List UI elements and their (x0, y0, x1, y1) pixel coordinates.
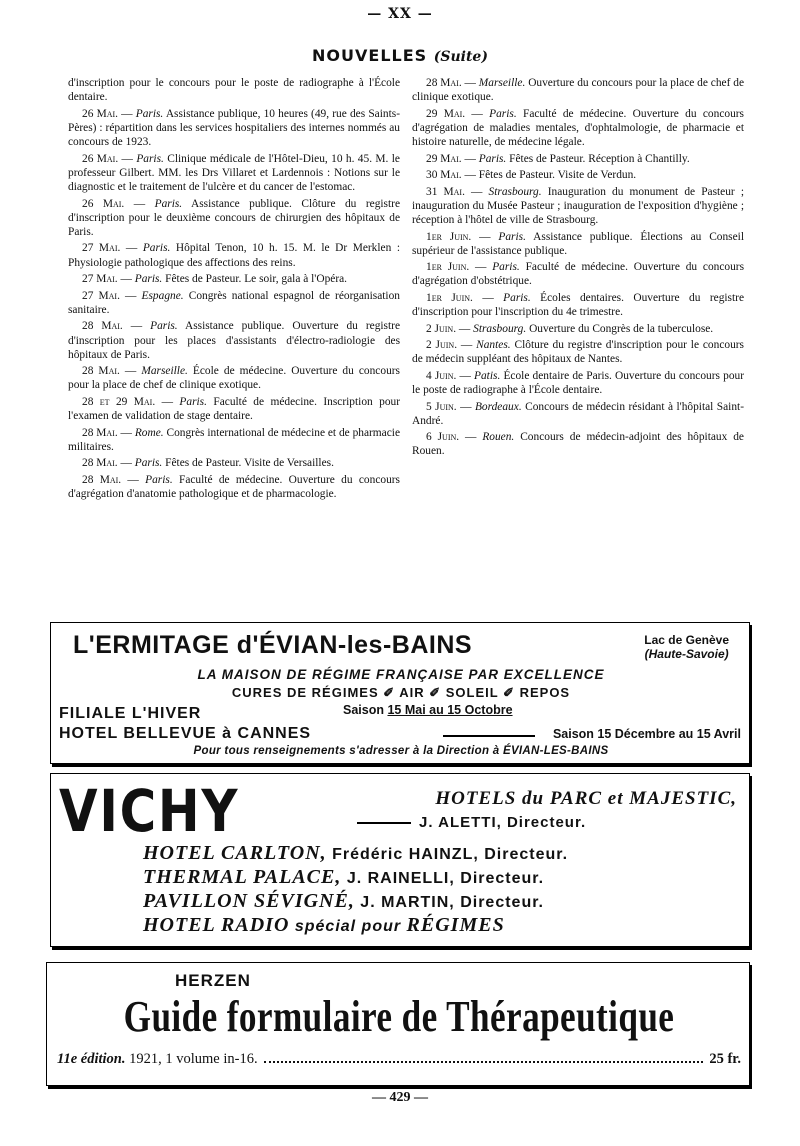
roman-page-number: — XX — (367, 6, 433, 22)
news-item: 28 Mai. — Marseille. École de médecine. Ouverture du concours pour la place de chef de clinique exotique. (68, 365, 400, 392)
news-item: 27 Mai. — Paris. Fêtes de Pasteur. Le soir, gala à l'Opéra. (82, 273, 348, 286)
news-place: Paris. (492, 261, 520, 274)
news-date: 27 Mai. (82, 242, 121, 255)
vichy-pavillon-sevigne (143, 890, 544, 913)
herzen-author: HERZEN (175, 971, 251, 990)
news-date: 27 Mai. (82, 273, 118, 286)
news-text: Faculté de médecine. Ouverture du concours d'agrégation d'anatomie pathologique et de pharmacologie. (68, 473, 400, 501)
news-date: 5 Juin. (426, 400, 457, 413)
vichy-radio-name: HOTEL RADIO (143, 914, 290, 936)
news-item: 30 Mai. — Fêtes de Pasteur. Visite de Verdun. (426, 169, 637, 182)
vichy-hotel-radio (143, 914, 505, 937)
herzen-details: 1921, 1 volume in-16. (129, 1051, 258, 1067)
news-text: Concours de médecin-adjoint des hôpitaux de Rouen. (412, 431, 744, 458)
vichy-wordmark: VICHY (59, 777, 240, 845)
news-text: Assistance publique. Clôture du registre d'inscription pour le deuxième concours de chirurgien des hôpitaux de Paris. (68, 197, 400, 238)
news-text: École dentaire de Paris. Ouverture du concours pour le poste de radiographe à l'École dentaire. (412, 369, 744, 397)
news-text: Clôture du registre d'inscription pour le concours de médecin suppléant des hôpitaux de Nantes. (412, 339, 744, 366)
news-place: Paris. (503, 291, 531, 304)
news-text: Congrès international de médecine et de pharmacie militaires. (68, 426, 400, 453)
news-place: Espagne. (141, 289, 184, 302)
vichy-hotel-name: HOTEL CARLTON, (143, 842, 327, 864)
vichy-aletti (357, 814, 586, 831)
news-item: 29 Mai. — Paris. Fêtes de Pasteur. Réception à Chantilly. (426, 152, 690, 165)
herzen-title: Guide formulaire de Thérapeutique (123, 992, 675, 1041)
evian-filiale: FILIALE L'HIVER (59, 705, 202, 722)
page-number: — 429 — (372, 1090, 428, 1105)
news-columns (68, 76, 744, 614)
news-date: 28 Mai. (82, 365, 120, 378)
news-item: 27 Mai. — Espagne. Congrès national espagnol de réorganisation sanitaire. (68, 289, 400, 316)
herzen-leader-dots (264, 1053, 704, 1063)
news-item: 2 Juin. — Nantes. Clôture du registre d'inscription pour le concours de médecin suppléant des hôpitaux de Nantes. (412, 339, 744, 366)
evian-slogan: LA MAISON DE RÉGIME FRANÇAISE PAR EXCELLENCE (197, 667, 605, 682)
news-date: 2 Juin. (426, 322, 457, 335)
news-date: 1er Juin. (426, 291, 473, 304)
news-item: 1er Juin. — Paris. Écoles dentaires. Ouverture du registre d'inscription pour l'inscription du 4e trimestre. (412, 291, 744, 319)
news-text: Faculté de médecine. Inscription pour l'examen de validation de stage dentaire. (68, 395, 401, 423)
vichy-dash (357, 822, 411, 824)
news-text: Ouverture du Congrès de la tuberculose. (529, 322, 714, 335)
section-title-text: NOUVELLES (312, 46, 428, 65)
news-date: 2 Juin. (426, 339, 458, 352)
news-item: 1er Juin. — Paris. Assistance publique. Élections au Conseil supérieur de l'assistance publique. (412, 230, 744, 257)
evian-region: (Haute-Savoie) (644, 647, 729, 661)
evian-divider (443, 735, 535, 737)
news-item: 26 Mai. — Paris. Assistance publique, 10 heures (49, rue des Saints-Pères) : répartition dans les services hospitaliers des internes nommés au concours de 1923. (68, 107, 400, 149)
advert-herzen (46, 962, 750, 1086)
evian-season-summer (343, 703, 513, 717)
advert-vichy (50, 773, 750, 947)
news-place: Rouen. (482, 431, 515, 444)
vichy-hotel-director: J. RAINELLI, Directeur. (346, 870, 545, 887)
news-item: 26 Mai. — Paris. Clinique médicale de l'Hôtel-Dieu, 10 h. 45. M. le professeur Gilbert. MM. les Drs Villaret et Lardennois : Notions sur le diagnostic et le traitement de l'ulcère et du cancer de l'estomac. (68, 152, 400, 194)
vichy-hotel-director: J. MARTIN, Directeur. (360, 894, 544, 911)
news-place: Paris. (150, 320, 178, 333)
news-place: Nantes. (476, 339, 511, 352)
news-place: Paris. (136, 152, 164, 165)
section-title (0, 46, 800, 65)
news-date: 29 Mai. (426, 152, 462, 165)
news-text: Concours de médecin résidant à l'hôpital Saint-André. (412, 400, 744, 427)
news-item: 29 Mai. — Paris. Faculté de médecine. Ouverture du concours d'agrégation de maladies mentales, d'ophtalmologie, de pharmacie et histoire naturelle, de médecine légale. (412, 107, 744, 149)
news-text: Hôpital Tenon, 10 h. 15. M. le Dr Merklen : Physiologie pathologique des affections des reins. (68, 242, 400, 269)
news-item: 5 Juin. — Bordeaux. Concours de médecin résidant à l'hôpital Saint-André. (412, 400, 744, 427)
vichy-radio-regimes: RÉGIMES (406, 914, 505, 936)
news-place: Paris. (179, 395, 207, 408)
news-place: Strasbourg. (488, 185, 542, 198)
news-place: Marseille. (141, 365, 188, 378)
news-text: École de médecine. Ouverture du concours pour la place de chef de clinique exotique. (68, 365, 400, 392)
news-date: 26 Mai. (82, 152, 119, 165)
news-place: Paris. (489, 107, 517, 120)
news-item: 6 Juin. — Rouen. Concours de médecin-adjoint des hôpitaux de Rouen. (412, 431, 744, 458)
news-place: Strasbourg. (473, 322, 527, 335)
evian-location (644, 633, 729, 661)
news-text: Assistance publique. Élections au Conseil supérieur de l'assistance publique. (412, 230, 744, 257)
news-place: Paris. (134, 457, 163, 470)
vichy-parc-majestic: HOTELS du PARC et MAJESTIC, (435, 788, 737, 809)
news-text: Faculté de médecine. Ouverture du concours d'agrégation d'obstétrique. (412, 261, 745, 288)
news-date: 28 Mai. (82, 457, 118, 470)
news-item: 4 Juin. — Patis. École dentaire de Paris. Ouverture du concours pour le poste de radiographe à l'École dentaire. (412, 369, 744, 397)
news-place: Paris. (498, 230, 526, 243)
news-text: Assistance publique, 10 heures (49, rue des Saints-Pères) : répartition dans les services hospitaliers des internes nommés au concours de 1923. (68, 107, 400, 149)
evian-season-prefix: Saison (343, 703, 384, 717)
news-item: 28 Mai. — Paris. Assistance publique. Ouverture du registre d'inscription pour les places d'assistants d'électro-radiologie des hôpitaux de Paris. (68, 320, 400, 361)
news-place: Paris. (142, 242, 171, 255)
vichy-thermal-palace (143, 866, 544, 889)
news-item: 28 et 29 Mai. — Paris. Faculté de médecine. Inscription pour l'examen de validation de stage dentaire. (68, 395, 401, 423)
news-place: Paris. (135, 107, 164, 120)
news-date: 28 Mai. (82, 320, 123, 333)
news-place: Paris. (154, 197, 183, 210)
news-date: 4 Juin. (426, 369, 457, 382)
news-text: Fêtes de Pasteur. Le soir, gala à l'Opéra. (165, 273, 348, 286)
news-text: Écoles dentaires. Ouverture du registre d'inscription pour l'inscription du 4e trimestre. (412, 291, 744, 319)
news-item: 28 Mai. — Rome. Congrès international de médecine et de pharmacie militaires. (68, 426, 400, 453)
advert-evian (50, 622, 750, 764)
news-text: Fêtes de Pasteur. Visite de Versailles. (165, 457, 334, 470)
news-date: 30 Mai. (426, 169, 462, 182)
news-item (68, 76, 400, 104)
vichy-hotel-carlton (143, 842, 568, 865)
news-item: 27 Mai. — Paris. Hôpital Tenon, 10 h. 15. M. le Dr Merklen : Physiologie pathologique des affections des reins. (68, 242, 400, 269)
news-date: 28 Mai. (82, 426, 118, 439)
evian-season-dates: 15 Mai au 15 Octobre (387, 703, 513, 717)
news-date: 29 Mai. (426, 107, 466, 120)
news-place: Paris. (478, 152, 507, 165)
news-date: 28 et 29 Mai. (82, 395, 156, 408)
herzen-edition-line (57, 1051, 741, 1068)
news-date: 1er Juin. (426, 230, 472, 243)
news-place: Patis. (474, 369, 501, 382)
news-text: d'inscription pour le concours pour le poste de radiographe à l'École dentaire. (68, 77, 400, 104)
news-date: 26 Mai. (82, 107, 118, 120)
news-text: Faculté de médecine. Ouverture du concours d'agrégation de maladies mentales, d'ophtalmologie, de pharmacie et histoire naturelle, de médecine légale. (412, 107, 744, 149)
news-item: 31 Mai. — Strasbourg. Inauguration du monument de Pasteur ; inauguration du Musée Pasteur ; inauguration de l'exposition d'hygiène ; réception à l'hôtel de ville de Strasbourg. (412, 185, 744, 227)
evian-title: L'ERMITAGE d'ÉVIAN-les-BAINS (73, 631, 473, 659)
news-place: Marseille. (478, 77, 526, 89)
evian-season-winter: Saison 15 Décembre au 15 Avril (552, 727, 741, 741)
news-text: Ouverture du concours pour la place de chef de clinique exotique. (412, 77, 744, 104)
vichy-hotel-name: PAVILLON SÉVIGNÉ, (143, 890, 355, 912)
news-text: Clinique médicale de l'Hôtel-Dieu, 10 h. 45. M. le professeur Gilbert. MM. les Drs Villaret et Lardennois : Notions sur le diagnostic et le traitement de l'ulcère et du cancer de l'estomac. (68, 152, 400, 194)
news-text: Congrès national espagnol de réorganisation sanitaire. (68, 289, 400, 316)
news-place: Paris. (134, 273, 163, 286)
news-place: Paris. (145, 473, 173, 486)
news-item: 26 Mai. — Paris. Assistance publique. Clôture du registre d'inscription pour le deuxième concours de chirurgien des hôpitaux de Paris. (68, 197, 400, 238)
vichy-aletti-text: J. ALETTI, Directeur. (419, 814, 587, 831)
news-item: 2 Juin. — Strasbourg. Ouverture du Congrès de la tuberculose. (426, 322, 714, 335)
evian-bellevue: HOTEL BELLEVUE à CANNES (59, 725, 312, 742)
news-text: Inauguration du monument de Pasteur ; inauguration du Musée Pasteur ; inauguration de l'exposition d'hygiène ; réception à l'hôtel de ville de Strasbourg. (412, 185, 744, 227)
news-date: 31 Mai. (426, 185, 465, 198)
news-item: 28 Mai. — Marseille. Ouverture du concours pour la place de chef de clinique exotique. (412, 77, 744, 104)
news-date: 1er Juin. (426, 261, 470, 274)
news-item: 1er Juin. — Paris. Faculté de médecine. Ouverture du concours d'agrégation d'obstétrique. (412, 261, 745, 288)
news-date: 27 Mai. (82, 289, 120, 302)
news-column-left (68, 76, 400, 614)
vichy-hotel-name: THERMAL PALACE, (143, 866, 342, 888)
vichy-hotel-director: Frédéric HAINZL, Directeur. (332, 846, 569, 863)
evian-lac: Lac de Genève (644, 633, 729, 647)
news-text: Assistance publique. Ouverture du registre d'inscription pour les places d'assistants d'électro-radiologie des hôpitaux de Paris. (68, 320, 400, 361)
vichy-radio-special: spécial pour (294, 918, 402, 935)
news-date: 6 Juin. (426, 431, 460, 444)
news-date: 26 Mai. (82, 197, 125, 210)
news-date: 28 Mai. (82, 473, 122, 486)
news-date: 28 Mai. (426, 77, 462, 89)
herzen-edition: 11e édition. (57, 1051, 126, 1067)
news-place: Rome. (134, 426, 164, 439)
news-text: Fêtes de Pasteur. Visite de Verdun. (478, 169, 637, 182)
news-text: Fêtes de Pasteur. Réception à Chantilly. (509, 152, 690, 165)
evian-cures: CURES DE RÉGIMES ✐ AIR ✐ SOLEIL ✐ REPOS (231, 685, 571, 700)
news-column-right (412, 76, 744, 614)
news-item: 28 Mai. — Paris. Fêtes de Pasteur. Visite de Versailles. (82, 457, 334, 470)
herzen-price: 25 fr. (709, 1051, 741, 1067)
evian-info: Pour tous renseignements s'adresser à la Direction à ÉVIAN-LES-BAINS (193, 745, 609, 757)
section-title-suffix: (Suite) (433, 49, 488, 65)
news-item: 28 Mai. — Paris. Faculté de médecine. Ouverture du concours d'agrégation d'anatomie pathologique et de pharmacologie. (68, 473, 400, 501)
news-place: Bordeaux. (474, 400, 522, 413)
